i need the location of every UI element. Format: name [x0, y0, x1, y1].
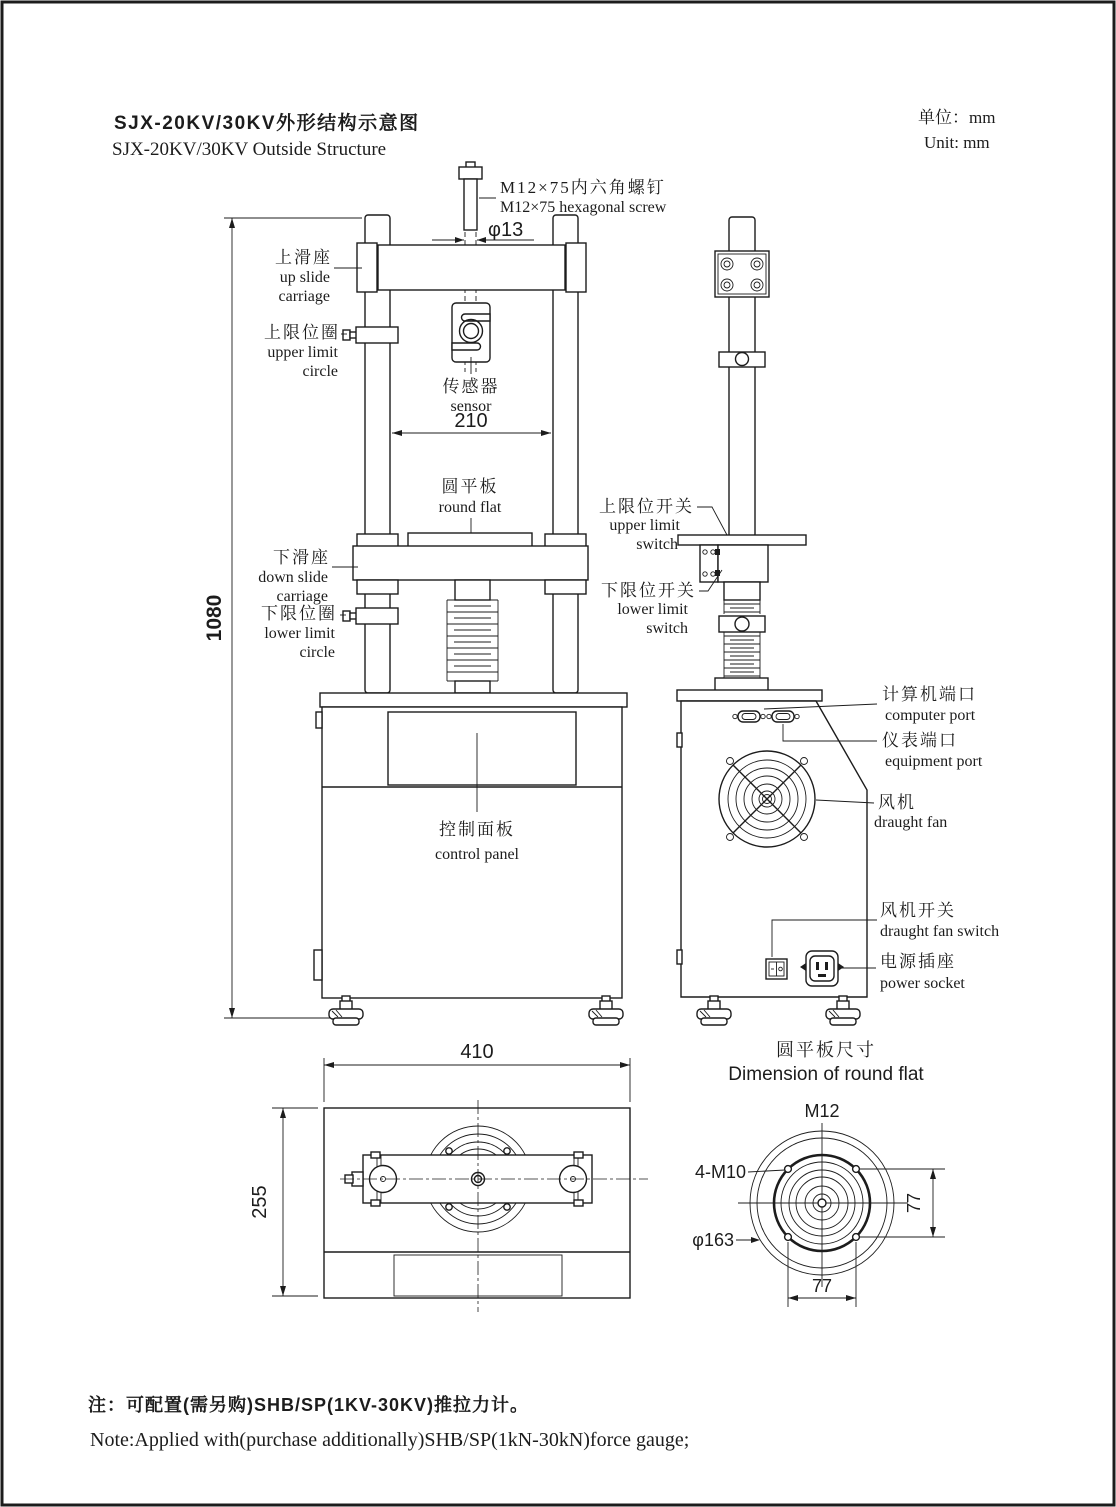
- up-slide-label-zh: 上滑座: [275, 248, 332, 267]
- power-socket-label-zh: 电源插座: [880, 952, 956, 971]
- lower-switch-label-en2: switch: [646, 620, 688, 637]
- unit-label-zh: 单位：mm: [918, 108, 996, 127]
- power-socket: [800, 951, 844, 986]
- fan-label-en: draught fan: [874, 814, 948, 831]
- sensor: [452, 303, 490, 362]
- up-slide-label-en2: carriage: [278, 288, 330, 305]
- dim-410: 410: [460, 1041, 494, 1063]
- up-slide-label-en1: up slide: [279, 269, 330, 286]
- up-slide-carriage: [357, 243, 586, 292]
- dim-210: 210: [454, 410, 488, 432]
- equipment-port-label-zh: 仪表端口: [882, 731, 958, 750]
- dim-phi163: φ163: [692, 1230, 734, 1250]
- sensor-label-zh: 传感器: [442, 377, 500, 396]
- unit-label-en: Unit: mm: [924, 133, 990, 152]
- side-base-plate: [677, 690, 822, 701]
- down-slide-label-en2: carriage: [276, 588, 328, 605]
- note-en: Note:Applied with(purchase additionally)SHB/SP(1kN-30kN)force gauge;: [90, 1429, 690, 1451]
- front-base-plate: [320, 693, 627, 707]
- limit-switch-block: [700, 545, 768, 582]
- fan-switch: [766, 959, 787, 979]
- section-title-zh: 圆平板尺寸: [776, 1040, 876, 1060]
- dim-77h: 77: [811, 1276, 833, 1296]
- control-panel-label-en: control panel: [435, 846, 519, 863]
- dim-m12: M12: [804, 1101, 840, 1121]
- lower-switch-label-zh: 下限位开关: [601, 581, 696, 600]
- down-slide-label-zh: 下滑座: [273, 548, 330, 567]
- computer-port-label-en: computer port: [885, 707, 976, 724]
- upper-switch-label-en2: switch: [636, 536, 678, 553]
- dim-1080: 1080: [203, 594, 226, 642]
- upper-circle-label-en2: circle: [302, 363, 338, 380]
- lower-circle-label-zh: 下限位圈: [261, 604, 337, 623]
- screw-label-zh: M12×75内六角螺钉: [500, 178, 666, 197]
- lower-circle-label-en1: lower limit: [264, 625, 335, 642]
- fan-label-zh: 风机: [878, 793, 916, 812]
- screw-label-en: M12×75 hexagonal screw: [500, 199, 667, 216]
- equipment-port-label-en: equipment port: [885, 753, 983, 770]
- fan-switch-label-zh: 风机开关: [880, 901, 956, 920]
- dim-77v: 77: [904, 1192, 924, 1214]
- upper-switch-label-zh: 上限位开关: [599, 497, 694, 516]
- control-panel: [388, 712, 576, 785]
- drawing-title-en: SJX-20KV/30KV Outside Structure: [112, 139, 387, 160]
- upper-circle-label-en1: upper limit: [267, 344, 338, 361]
- dim-phi13: φ13: [488, 219, 524, 241]
- dim-4m10: 4-M10: [694, 1162, 746, 1182]
- upper-switch-label-en1: upper limit: [609, 517, 680, 534]
- lower-circle-label-en2: circle: [299, 644, 335, 661]
- lower-switch-label-en1: lower limit: [617, 601, 688, 618]
- side-top-plate: [715, 251, 769, 297]
- round-flat-label-en: round flat: [438, 499, 502, 516]
- note-zh: 注：可配置(需另购)SHB/SP(1KV-30KV)推拉力计。: [88, 1395, 530, 1415]
- down-slide-label-en1: down slide: [258, 569, 328, 586]
- section-title-en: Dimension of round flat: [728, 1064, 924, 1085]
- fan-switch-label-en: draught fan switch: [880, 923, 1000, 940]
- computer-port-label-zh: 计算机端口: [882, 685, 977, 704]
- sensor-label-en: sensor: [450, 398, 492, 415]
- power-socket-label-en: power socket: [880, 975, 965, 992]
- side-plate: [678, 535, 806, 545]
- round-flat-label-zh: 圆平板: [441, 477, 499, 496]
- upper-circle-label-zh: 上限位圈: [264, 323, 340, 342]
- control-panel-label-zh: 控制面板: [439, 820, 515, 839]
- drawing-title-zh: SJX-20KV/30KV外形结构示意图: [114, 113, 420, 134]
- round-flat-plate: [408, 533, 532, 547]
- dim-255: 255: [249, 1185, 271, 1219]
